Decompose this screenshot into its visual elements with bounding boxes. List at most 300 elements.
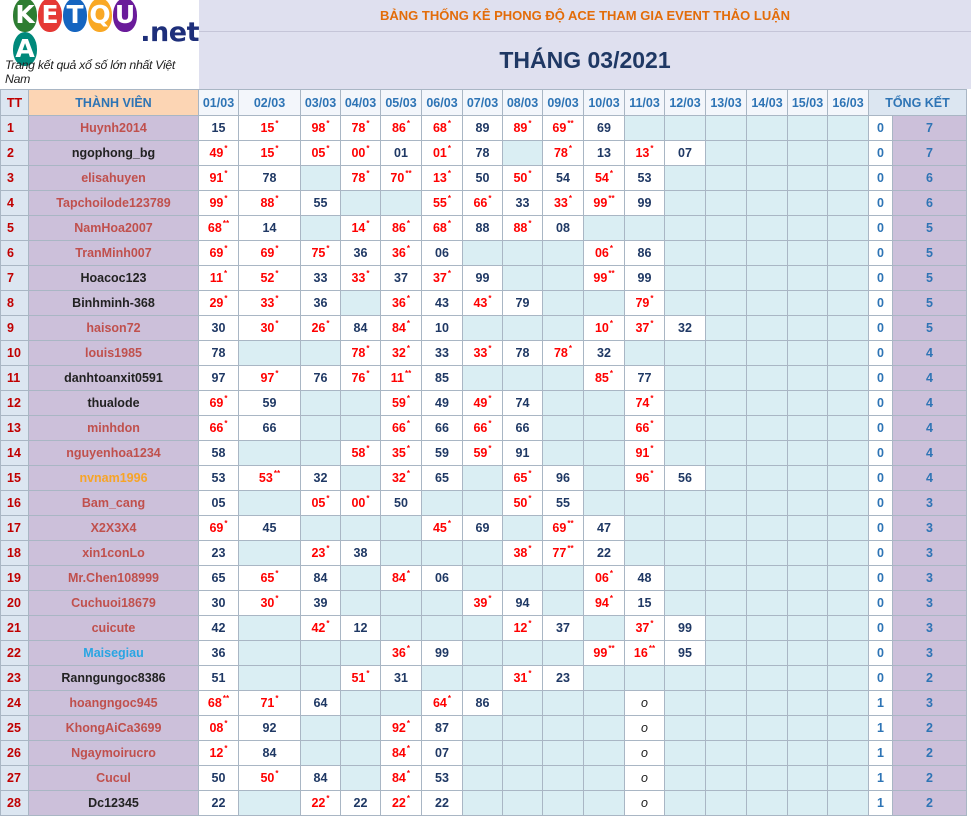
empty-cell	[788, 316, 828, 341]
hit-star-icon: *	[568, 194, 573, 203]
table-row	[1, 191, 967, 216]
empty-cell	[503, 366, 543, 391]
empty-cell	[625, 216, 665, 241]
empty-cell	[828, 166, 869, 191]
hit-star-icon: **	[222, 694, 230, 703]
pick-cell	[543, 666, 584, 691]
empty-cell	[584, 441, 625, 466]
pick-number: 15	[211, 121, 226, 135]
summary-a: 0	[869, 566, 893, 591]
hit-cell	[584, 566, 625, 591]
row-number: 9	[1, 316, 29, 341]
pick-number: 51	[351, 671, 366, 685]
pick-cell	[199, 791, 239, 816]
empty-cell	[747, 666, 788, 691]
empty-cell	[341, 516, 381, 541]
empty-cell	[747, 216, 788, 241]
pick-number: 12	[513, 621, 528, 635]
empty-cell	[747, 691, 788, 716]
empty-cell	[543, 791, 584, 816]
pick-number: 78	[553, 146, 568, 160]
empty-cell	[503, 566, 543, 591]
empty-cell	[463, 716, 503, 741]
empty-cell	[828, 116, 869, 141]
hit-cell	[199, 191, 239, 216]
empty-cell	[788, 466, 828, 491]
row-number: 14	[1, 441, 29, 466]
empty-cell	[788, 141, 828, 166]
empty-cell	[747, 441, 788, 466]
row-number: 21	[1, 616, 29, 641]
pick-cell	[625, 591, 665, 616]
empty-cell	[543, 391, 584, 416]
empty-cell	[747, 241, 788, 266]
pick-cell	[422, 416, 463, 441]
pick-number: 45	[262, 521, 277, 535]
hit-cell	[503, 491, 543, 516]
member-name: Cuchuoi18679	[29, 591, 199, 616]
hit-cell	[199, 141, 239, 166]
empty-cell	[381, 191, 422, 216]
empty-cell	[381, 616, 422, 641]
empty-cell	[828, 441, 869, 466]
table-row	[1, 391, 967, 416]
table-row	[1, 666, 967, 691]
pick-number: 01	[432, 146, 447, 160]
empty-cell	[747, 741, 788, 766]
pick-number: 66	[473, 421, 488, 435]
hit-star-icon: *	[275, 244, 279, 253]
empty-cell	[422, 541, 463, 566]
empty-cell	[381, 541, 422, 566]
empty-cell	[463, 316, 503, 341]
hit-cell	[625, 641, 665, 666]
empty-cell	[788, 641, 828, 666]
empty-cell	[788, 591, 828, 616]
pick-cell	[665, 616, 706, 641]
empty-cell	[706, 216, 747, 241]
empty-cell	[301, 641, 341, 666]
empty-cell	[584, 391, 625, 416]
hit-cell	[381, 341, 422, 366]
pick-number: 37	[635, 321, 650, 335]
empty-cell	[341, 416, 381, 441]
empty-cell	[584, 666, 625, 691]
pick-number: 66	[515, 421, 530, 435]
pick-number: 69	[260, 246, 275, 260]
pick-number: 12	[353, 621, 368, 635]
hit-star-icon: *	[224, 419, 228, 428]
hit-star-icon: *	[528, 544, 532, 553]
hit-cell	[584, 366, 625, 391]
pick-number: 31	[394, 671, 408, 685]
empty-cell	[788, 491, 828, 516]
summary-a: 0	[869, 591, 893, 616]
empty-cell	[341, 641, 381, 666]
logo-letters	[13, 0, 138, 66]
pick-number: 78	[262, 171, 277, 185]
pick-number: 33	[473, 346, 488, 360]
empty-cell	[747, 641, 788, 666]
pick-number: 07	[678, 146, 692, 160]
pick-cell	[381, 666, 422, 691]
pick-cell	[422, 366, 463, 391]
hit-cell	[584, 166, 625, 191]
pick-cell	[239, 391, 301, 416]
empty-cell	[706, 691, 747, 716]
pick-cell	[503, 441, 543, 466]
pick-number: 91	[635, 446, 650, 460]
pick-cell	[543, 166, 584, 191]
empty-cell	[625, 116, 665, 141]
empty-cell	[706, 541, 747, 566]
hit-star-icon: *	[406, 644, 411, 653]
hit-cell	[301, 491, 341, 516]
hit-cell	[301, 541, 341, 566]
pick-number: 53	[637, 171, 652, 185]
hit-cell	[381, 766, 422, 791]
empty-cell	[422, 666, 463, 691]
empty-cell	[543, 266, 584, 291]
empty-cell	[747, 466, 788, 491]
hit-star-icon: *	[224, 144, 228, 153]
col-header-date: 16/03	[828, 90, 869, 116]
row-number: 10	[1, 341, 29, 366]
hit-star-icon: *	[326, 144, 330, 153]
hit-cell	[239, 116, 301, 141]
pick-cell	[625, 166, 665, 191]
col-header-date: 02/03	[239, 90, 301, 116]
hit-cell	[239, 466, 301, 491]
summary-a: 0	[869, 116, 893, 141]
summary-total: 3	[893, 641, 967, 666]
pick-number: 92	[262, 721, 277, 735]
empty-cell	[747, 291, 788, 316]
pick-number: 91	[209, 171, 224, 185]
site-logo[interactable]	[0, 0, 200, 88]
pick-number: 23	[311, 546, 326, 560]
empty-cell	[828, 541, 869, 566]
pick-number: 33	[435, 346, 449, 360]
empty-cell	[463, 666, 503, 691]
empty-cell	[788, 166, 828, 191]
pick-cell	[301, 566, 341, 591]
hit-cell	[301, 316, 341, 341]
empty-cell	[788, 741, 828, 766]
empty-cell	[828, 691, 869, 716]
member-name: cuicute	[29, 616, 199, 641]
summary-total: 4	[893, 341, 967, 366]
empty-cell	[665, 166, 706, 191]
empty-cell	[706, 391, 747, 416]
member-name: minhdon	[29, 416, 199, 441]
hit-cell	[341, 491, 381, 516]
pick-number: 35	[391, 446, 406, 460]
pick-cell	[625, 366, 665, 391]
pick-number: 50	[394, 496, 408, 510]
summary-a: 1	[869, 741, 893, 766]
hit-cell	[503, 116, 543, 141]
empty-cell	[543, 766, 584, 791]
hit-cell	[239, 591, 301, 616]
empty-cell	[301, 716, 341, 741]
logo-wordmark	[13, 0, 199, 63]
pick-cell	[422, 241, 463, 266]
empty-cell	[422, 591, 463, 616]
pick-number: 52	[260, 271, 275, 285]
hit-cell	[625, 441, 665, 466]
empty-cell	[584, 491, 625, 516]
pick-cell	[239, 516, 301, 541]
empty-cell	[706, 766, 747, 791]
empty-cell	[828, 716, 869, 741]
empty-cell	[543, 316, 584, 341]
hit-star-icon: *	[406, 294, 411, 303]
empty-cell	[706, 616, 747, 641]
empty-cell	[665, 441, 706, 466]
summary-total: 5	[893, 216, 967, 241]
pick-cell	[199, 466, 239, 491]
summary-total: 6	[893, 191, 967, 216]
pick-cell	[422, 641, 463, 666]
pick-number: 99	[475, 271, 490, 285]
summary-a: 0	[869, 641, 893, 666]
table-row	[1, 441, 967, 466]
pick-cell	[584, 541, 625, 566]
pick-cell	[239, 416, 301, 441]
pick-number: 32	[391, 471, 406, 485]
pick-number: 69	[209, 521, 224, 535]
empty-cell	[463, 791, 503, 816]
hit-star-icon: *	[326, 494, 330, 503]
hit-star-icon: **	[404, 369, 412, 378]
col-header-date: 11/03	[625, 90, 665, 116]
pick-number: 00	[351, 496, 366, 510]
pick-number: 30	[260, 321, 275, 335]
pick-cell	[199, 441, 239, 466]
empty-cell	[706, 791, 747, 816]
hit-cell	[422, 266, 463, 291]
pick-number: 16	[633, 646, 648, 660]
hit-cell	[463, 341, 503, 366]
hit-cell	[422, 216, 463, 241]
member-name: nguyenhoa1234	[29, 441, 199, 466]
pick-number: 36	[391, 246, 406, 260]
pick-cell	[301, 266, 341, 291]
pick-cell	[199, 491, 239, 516]
hit-cell	[199, 741, 239, 766]
pick-number: 32	[678, 321, 692, 335]
hit-cell	[381, 366, 422, 391]
empty-cell	[788, 366, 828, 391]
summary-a: 0	[869, 141, 893, 166]
member-name: Ngaymoirucro	[29, 741, 199, 766]
pick-number: 69	[597, 121, 611, 135]
pick-cell	[381, 266, 422, 291]
hit-star-icon: **	[405, 169, 412, 178]
empty-cell	[747, 616, 788, 641]
summary-total: 5	[893, 266, 967, 291]
table-body	[1, 116, 967, 816]
hit-star-icon: *	[366, 344, 370, 353]
hit-star-icon: *	[406, 244, 411, 253]
pick-number: o	[641, 796, 648, 810]
summary-total: 5	[893, 241, 967, 266]
pick-number: o	[641, 721, 648, 735]
empty-cell	[503, 716, 543, 741]
empty-cell	[747, 591, 788, 616]
pick-cell	[422, 766, 463, 791]
empty-cell	[341, 566, 381, 591]
hit-star-icon: *	[326, 119, 330, 128]
empty-cell	[463, 241, 503, 266]
hit-cell	[543, 341, 584, 366]
pick-number: 66	[391, 421, 406, 435]
hit-cell	[301, 791, 341, 816]
hit-star-icon: *	[224, 744, 228, 753]
table-row	[1, 641, 967, 666]
empty-cell	[665, 716, 706, 741]
hit-cell	[381, 416, 422, 441]
hit-cell	[239, 141, 301, 166]
pick-cell	[422, 466, 463, 491]
pick-number: 43	[435, 296, 449, 310]
pick-number: o	[641, 771, 648, 785]
empty-cell	[788, 766, 828, 791]
empty-cell	[706, 641, 747, 666]
hit-cell	[625, 141, 665, 166]
table-row	[1, 366, 967, 391]
empty-cell	[788, 541, 828, 566]
pick-number: 49	[473, 396, 488, 410]
hit-cell	[199, 166, 239, 191]
empty-cell	[706, 291, 747, 316]
pick-number: 59	[473, 446, 488, 460]
table-row	[1, 691, 967, 716]
hit-star-icon: *	[224, 169, 228, 178]
pick-cell	[199, 616, 239, 641]
pick-cell	[463, 516, 503, 541]
hit-cell	[341, 166, 381, 191]
hit-star-icon: *	[609, 369, 614, 378]
empty-cell	[463, 616, 503, 641]
hit-cell	[239, 266, 301, 291]
row-number: 1	[1, 116, 29, 141]
pick-number: 50	[513, 171, 528, 185]
member-name: NamHoa2007	[29, 216, 199, 241]
col-header-date: 03/03	[301, 90, 341, 116]
hit-cell	[584, 266, 625, 291]
empty-cell	[665, 766, 706, 791]
hit-star-icon: **	[222, 219, 230, 228]
hit-star-icon: *	[275, 369, 279, 378]
table-row	[1, 466, 967, 491]
summary-total: 5	[893, 291, 967, 316]
empty-cell	[301, 441, 341, 466]
pick-number: 08	[209, 721, 224, 735]
empty-cell	[788, 291, 828, 316]
hit-cell	[503, 466, 543, 491]
summary-total: 3	[893, 591, 967, 616]
hit-cell	[239, 316, 301, 341]
pick-number: 38	[513, 546, 528, 560]
summary-a: 0	[869, 391, 893, 416]
hit-cell	[625, 291, 665, 316]
row-number: 28	[1, 791, 29, 816]
empty-cell	[706, 666, 747, 691]
pick-number: 23	[211, 546, 226, 560]
row-number: 11	[1, 366, 29, 391]
empty-cell	[665, 516, 706, 541]
pick-number: 50	[260, 771, 275, 785]
hit-cell	[422, 116, 463, 141]
member-name: Huynh2014	[29, 116, 199, 141]
pick-number: 78	[351, 171, 366, 185]
pick-cell	[239, 741, 301, 766]
hit-star-icon: **	[608, 644, 615, 653]
hit-star-icon: *	[406, 394, 411, 403]
row-number: 12	[1, 391, 29, 416]
empty-cell	[463, 766, 503, 791]
pick-cell	[503, 191, 543, 216]
pick-number: 14	[351, 221, 366, 235]
member-name: Cucul	[29, 766, 199, 791]
hit-cell	[463, 591, 503, 616]
empty-cell	[381, 691, 422, 716]
row-number: 4	[1, 191, 29, 216]
hit-cell	[625, 391, 665, 416]
hit-cell	[543, 141, 584, 166]
empty-cell	[543, 566, 584, 591]
pick-number: 22	[391, 796, 406, 810]
summary-total: 4	[893, 366, 967, 391]
empty-cell	[503, 641, 543, 666]
empty-cell	[665, 591, 706, 616]
pick-number: 22	[353, 796, 368, 810]
col-header-date: 15/03	[788, 90, 828, 116]
hit-star-icon: *	[406, 469, 411, 478]
empty-cell	[828, 791, 869, 816]
hit-star-icon: *	[650, 619, 654, 628]
pick-number: 66	[435, 421, 449, 435]
logo-suffix: .net	[140, 16, 199, 48]
hit-star-icon: *	[650, 469, 654, 478]
hit-cell	[381, 216, 422, 241]
pick-number: 99	[678, 621, 692, 635]
empty-cell	[747, 116, 788, 141]
table-row	[1, 716, 967, 741]
summary-a: 1	[869, 791, 893, 816]
member-name: hoangngoc945	[29, 691, 199, 716]
member-name: Mr.Chen108999	[29, 566, 199, 591]
col-header-tt: TT	[1, 90, 29, 116]
summary-total: 4	[893, 466, 967, 491]
pick-cell	[625, 266, 665, 291]
pick-cell	[584, 341, 625, 366]
pick-cell	[665, 141, 706, 166]
row-number: 3	[1, 166, 29, 191]
hit-star-icon: *	[650, 394, 654, 403]
pick-cell	[341, 616, 381, 641]
pick-number: 96	[556, 471, 570, 485]
empty-cell	[747, 341, 788, 366]
summary-total: 3	[893, 541, 967, 566]
logo-slogan: Trang kết quả xổ số lớn nhất Việt Nam	[5, 58, 176, 86]
pick-number: 05	[311, 146, 326, 160]
empty-cell	[584, 616, 625, 641]
empty-cell	[706, 241, 747, 266]
pick-number: 78	[475, 146, 490, 160]
